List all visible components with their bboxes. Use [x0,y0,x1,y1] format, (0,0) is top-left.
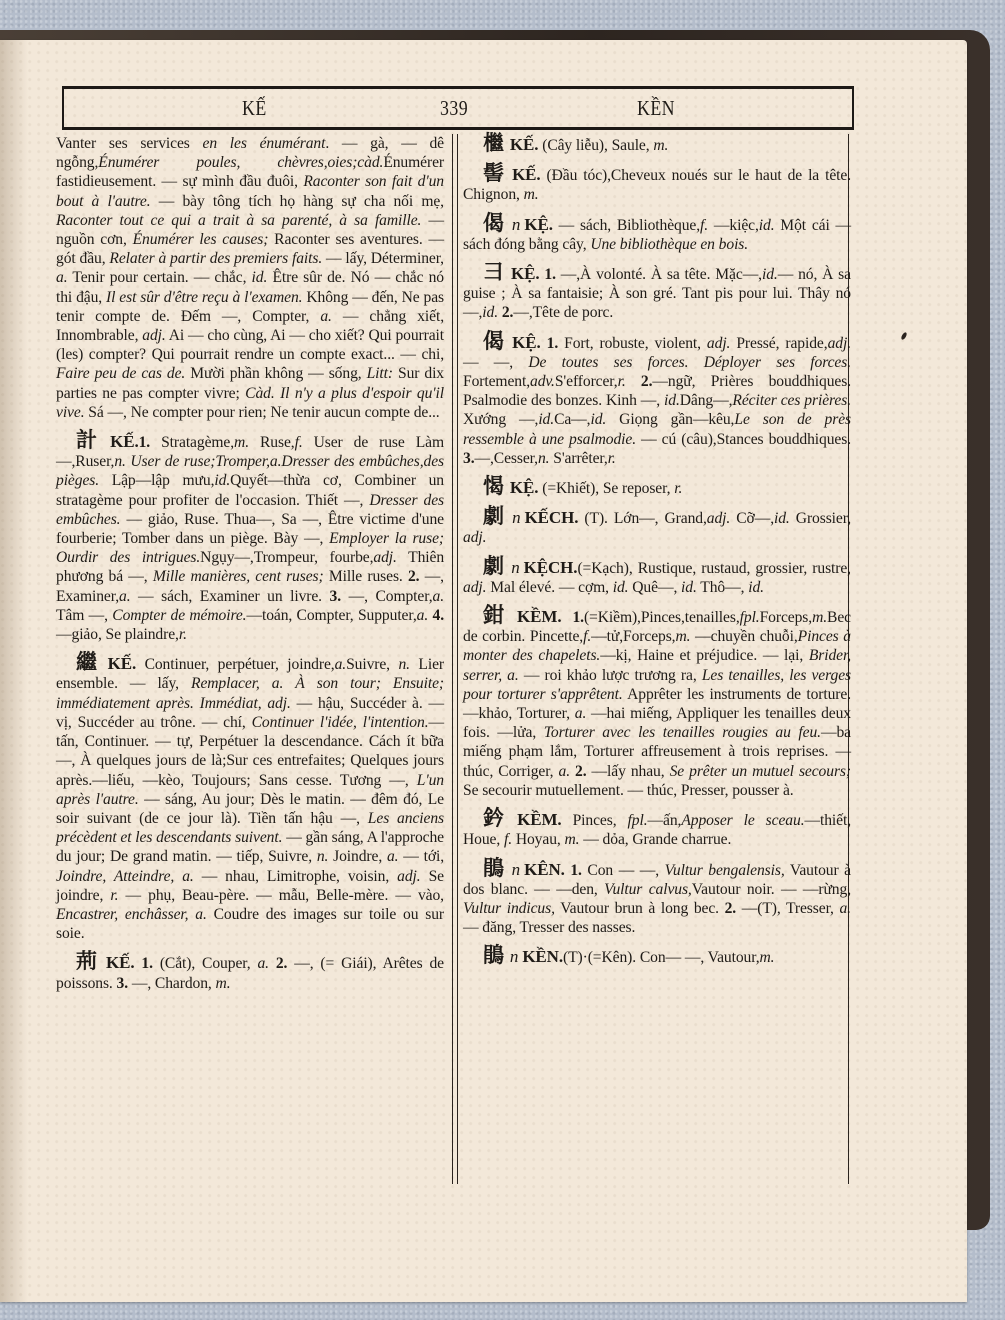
sense-number: 1. [138,434,151,452]
definition-text: Thô—, [696,578,749,596]
italic-gloss: a. [558,762,570,780]
italic-gloss: Mille manières, cent ruses; [152,568,324,586]
italic-gloss: n. [398,656,410,674]
italic-gloss: m. [523,186,539,204]
definition-text: — sách, Examiner un livre. [130,587,330,605]
definition-text: (Cắt), Couper, [152,955,258,973]
definition-text: Lập—lập mưu, [99,472,215,490]
definition-text: Giọng gần—kêu, [606,411,735,429]
definition-text: . — gà, — dê ngỗng, [56,135,444,172]
chinese-character: 偈 [483,210,506,235]
definition-text: —giảo, Se plaindre, [56,626,179,644]
italic-gloss: Raconter son fait d'un bout à l'autre. [56,173,444,210]
headword: KẾ. [106,953,135,973]
definition-text: Sá —, Ne compter pour rien; Ne tenir aucun compte de... [84,403,440,421]
italic-gloss: Raconter tout ce qui a trait à sa parenté, à sa famille. [56,211,422,229]
headword: KỆCH. [523,557,578,577]
definition-text: —tấn, Continuer. — tự, Perpétuer la descendance. Cách ít bữa —, À quelques jours de là;Sur ces entrefaites; Quelques jours après.—liếu, —kèo, Toujours; Sans cesse. Tương —, [56,713,444,789]
italic-gloss: m. [234,434,250,452]
italic-gloss: Encastrer, enchâsser, a. [56,905,207,923]
italic-gloss: Apposer le sceau. [681,812,805,830]
chinese-character: 檵 [483,131,504,155]
entry-body [463,210,851,254]
definition-text: Con — —, [581,861,665,879]
italic-gloss: adj. [397,867,421,885]
nom-marker: n [509,947,519,967]
entry-body [463,161,851,204]
italic-gloss: f. [583,628,592,646]
italic-gloss: id. [590,411,607,429]
italic-gloss: n. User de ruse;Tromper,a.Dresser des embûches,des pièges. [56,453,444,490]
italic-gloss: id. [612,578,629,596]
entry-body [463,603,852,800]
nom-marker: n [511,859,521,879]
definition-text: Quyết—thừa cơ, Combiner un stratagème pour profiter de l'occasion. Thiết —, [56,472,444,509]
column-divider [452,134,458,1184]
definition-text: — giảo, Ruse. Thua—, Sa —, Être victime d'une fourberie; Tomber dans un piège. Bày —, [56,510,444,548]
italic-gloss: adj. [706,510,731,528]
definition-text: Lier ensemble. — lấy, [56,656,444,693]
definition-text: Stratagème, [150,434,235,452]
headword: KẾCH. [524,508,579,528]
italic-gloss: n. [316,848,329,866]
italic-gloss: a. [119,587,131,605]
headword: KẾ. [509,135,539,154]
definition-text [626,373,641,390]
definition-text: (Đầu tóc),Cheveux noués sur le haut de la tête. Chignon, [463,167,851,204]
definition-text: Énumérer fastidieusement. — sự mình đầu đuôi, [56,154,444,191]
definition-text: Se joindre, [56,867,444,904]
definition-text: Ca—, [554,411,591,429]
definition-text: —,Cesser, [474,449,538,467]
italic-gloss: id. [758,216,775,234]
italic-gloss: r. [178,626,187,644]
italic-gloss: Dresser des embûches. [56,491,444,528]
sense-number: 2. [501,304,514,322]
right-entries [463,131,852,968]
definition-text: —tử,Forceps, [591,628,676,646]
entry-body [56,428,445,644]
entry-body [56,949,444,992]
italic-gloss: r. [110,886,119,904]
italic-gloss: Vultur calvus, [604,880,692,898]
italic-gloss: Vultur indicus, [463,899,555,917]
italic-gloss: Faire peu de cas de. [56,365,186,383]
sense-number: 2. [640,373,653,391]
definition-text: —kị, Haine et préjudice. — lại, [600,647,809,665]
chinese-character: 鵑 [483,943,504,968]
italic-gloss: m. [812,609,828,627]
sense-number: 2. [275,955,288,973]
italic-gloss: Brider, serrer, a. [463,647,851,684]
italic-gloss: adv. [530,373,555,391]
sense-number: 2. [575,762,587,780]
definition-text: S'arrêter, [549,449,608,467]
definition-text: — —, [463,353,529,371]
italic-gloss: id. [251,269,268,287]
sense-number: 1. [570,861,582,879]
italic-gloss: Pinces à monter des chapelets. [463,628,851,665]
italic-gloss: adj. [827,334,851,352]
italic-gloss: m. [675,628,691,646]
italic-gloss: Remplacer, a. À son tour; Ensuite; immédiatement après. Immédiat, adj. [56,675,445,712]
definition-text: Thiên phương bá —, [56,549,445,586]
italic-gloss: Relater à partir des premiers faits. [109,250,323,268]
dictionary-entry [463,603,852,800]
definition-text: — sáng, Au jour; Dès le matin. — đêm đó, Le soir suivant (de ce jour là). Tiền tấn hậu —, [56,790,444,827]
chinese-character: 愒 [483,474,504,499]
definition-text: —toán, Compter, Supputer, [246,606,417,624]
definition-text: —, Examiner, [56,568,444,605]
italic-gloss: Énumérer les causes; [132,231,269,249]
headword: KỆ. [512,332,541,352]
italic-gloss: a. [334,656,347,674]
definition-text: Quê—, [628,578,682,596]
definition-text: Fortement, [463,373,530,391]
italic-gloss: Joindre, Atteindre, a. [56,867,194,885]
definition-text: Raconter ses aventures. — gót đầu, [56,231,445,268]
right-column [463,131,852,977]
italic-gloss: m. [759,949,775,967]
italic-gloss: Réciter ces prières. [732,392,851,410]
italic-gloss: id. [538,411,555,429]
italic-gloss: fpl. [739,609,760,627]
chinese-character: 鵑 [483,855,506,880]
chinese-character: 彐 [483,260,505,285]
definition-text: S'efforcer, [554,373,618,391]
chinese-character: 髻 [483,161,507,186]
chinese-character: 偈 [483,328,507,353]
nom-marker: n [511,557,520,577]
italic-gloss: a. [257,955,269,973]
definition-text: Fort, robuste, violent, [558,334,707,352]
italic-gloss: adj. [373,549,397,567]
definition-text: Vautour à dos blanc. — —den, [463,861,851,898]
definition-text: Coudre des images sur toile ou sur soie. [56,905,445,943]
definition-text: —thiết, Houe, [463,812,852,849]
italic-gloss: id. [748,578,764,596]
dictionary-entry [463,210,851,254]
definition-text: — lấy, Déterminer, [322,250,444,268]
definition-text: (T)·(=Kên). Con— —, Vautour, [563,949,760,967]
right-guideword: KỀN [637,96,675,120]
italic-gloss: n. [537,449,550,467]
definition-text: Tenir pour certain. — chắc, [67,269,252,287]
italic-gloss: Il est sûr d'être reçu à l'examen. [106,288,303,306]
definition-text: (=Kiềm),Pinces,tenailles, [583,609,740,627]
entry-body [463,131,851,155]
italic-gloss: Le son de près ressemble à une psalmodie. [463,411,852,448]
definition-text: (=Kạch), Rustique, rustaud, grossier, rustre, [577,559,851,577]
left-guideword: KẾ [242,96,267,120]
italic-gloss: De toutes ses forces. Déployer ses forces. [528,353,851,371]
running-header [62,86,854,130]
definition-text: —ấn, [647,812,682,830]
definition-text: Ai — cho cùng, Ai — cho xiết? Qui pourrait (les) compter? Qui pourrait rendre un compte exact... — chi, [56,327,445,364]
definition-text: Xướng —, [463,411,539,429]
definition-text: —ngữ, Prières bouddhiques. Psalmodie des bonzes. Kinh —, [463,373,851,410]
definition-text: — chẳng xiết, Innombrable, [56,307,444,345]
definition-text: Vautour noir. — —rừng, [691,880,852,898]
entry-body [463,943,851,968]
italic-gloss: r. [617,373,626,391]
italic-gloss: r. [607,449,616,467]
sense-number: 3. [463,449,475,467]
italic-gloss: a. [416,606,429,624]
dictionary-entry [56,949,444,992]
headword: KỆ. [524,214,553,234]
italic-gloss: Une bibliothèque en bois. [590,235,749,253]
definition-text: Vautour brun à long bec. [554,899,725,917]
sense-number: 1. [141,955,153,973]
ink-speck [900,332,907,341]
nom-marker: n [511,214,521,234]
headword: KỀM. [517,810,562,830]
italic-gloss: fpl. [627,812,648,830]
sense-number: 2. [407,568,420,586]
definition-text: Vanter ses services [56,135,203,152]
definition-text: Pinces, [561,812,628,830]
definition-text: Ngụy—,Trompeur, fourbe, [200,549,374,567]
italic-gloss: f. [700,216,709,234]
definition-text: Continuer, perpétuer, joindre, [136,656,335,674]
italic-gloss: id. [761,266,778,284]
sense-number: 3. [116,974,129,992]
definition-text: — nhau, Limitrophe, voisin, [193,867,398,885]
italic-gloss: Vultur bengalensis, [664,861,785,879]
definition-text: —hai miếng, Appliquer les tenailles deux fois. —lửa, [463,705,851,742]
italic-gloss: Employer la ruse; Ourdir des intrigues. [56,530,444,567]
definition-text: Mille ruses. [323,568,408,586]
definition-text: —lấy nhau, [586,762,670,780]
definition-text: —,Tête de porc. [513,304,614,322]
chinese-character: 鈐 [483,806,512,831]
definition-text: — nó, À sa guise ; À sa fantaisie; À son gré. Tant pis pour lui. Thây nó—, [463,266,851,322]
entry-body [463,328,852,468]
italic-gloss: f. [503,831,513,849]
italic-gloss: a. [574,705,587,723]
definition-text: Tâm —, [56,606,113,624]
italic-gloss: m. [564,831,580,849]
dictionary-entry [56,650,445,943]
definition-text: Cỡ—, [730,510,774,528]
chinese-character: 劇 [483,553,506,578]
italic-gloss: Continuer l'idée, l'intention. [251,713,429,731]
italic-gloss: adj. [463,578,487,596]
definition-text: —chuyền chuỗi, [690,628,798,646]
italic-gloss: id. [214,472,231,490]
chinese-character: 荊 [76,949,100,974]
dictionary-entry [463,161,851,204]
definition-text: (Cây liễu), Saule, [538,137,654,154]
entry-body [463,855,852,938]
definition-text: Forceps, [759,609,813,627]
entry-body [463,806,852,849]
italic-gloss: Les tenailles, les verges pour torturer s'apprêtent. [463,666,851,703]
definition-text: —, Chardon, [128,974,216,992]
definition-text [269,955,276,972]
definition-text: Dâng—, [679,392,733,410]
headword: KỀN. [522,947,564,967]
headword: KÊN. [524,859,565,879]
definition-text: — sách, Bibliothèque, [552,216,701,234]
chinese-character: 劇 [483,504,507,529]
definition-text: —, Compter, [341,587,433,605]
entry-body [463,260,851,323]
italic-gloss: L'un après l'autre. [56,771,444,808]
italic-gloss: a. [386,848,399,866]
dictionary-entry [463,131,851,155]
definition-text: —, (= Giái), Arêtes de poissons. [56,955,444,992]
definition-text: Se secourir mutuellement. — thúc, Presser, pousser à. [463,781,794,799]
dictionary-entry [463,504,851,547]
dictionary-entry [463,806,852,849]
dictionary-entry [463,328,852,468]
dictionary-entry [463,855,852,938]
sense-number: 1. [544,266,556,284]
definition-text: User de ruse Làm—,Ruser, [56,434,444,471]
italic-gloss: Càd. Il n'y a plus d'espoir qu'il vive. [56,384,444,421]
definition-text: — đăng, Tresser des nasses. [463,919,636,937]
definition-text: —kiệc, [708,216,759,234]
italic-gloss: Se prêter un mutuel secours; [669,762,851,780]
dictionary-entry [463,474,851,499]
definition-text: Hoyau, [512,831,565,849]
dictionary-entry [463,553,851,597]
definition-text: Grossier, [789,510,851,528]
italic-gloss: a. [56,269,68,287]
italic-gloss: id. [664,392,680,410]
definition-text: — nguồn cơn, [56,211,444,249]
chinese-character: 繼 [76,650,102,675]
definition-text: —ba miếng phạm lắm, Torturer affreusement à trois reprises. — thúc, Corriger, [463,724,851,780]
headword: KẾ. [110,432,139,452]
definition-text: —(T), Tresser, [736,899,840,917]
entry-body [463,504,851,547]
definition-text: Mal élevé. — cợm, [486,578,613,596]
definition-text: (T). Lớn—, Grand, [578,510,707,528]
italic-gloss: m. [215,974,231,992]
entry-body [56,134,444,422]
italic-gloss: m. [653,137,669,154]
definition-text: — dỏa, Grande charrue. [579,831,732,849]
definition-text: Ruse, [249,434,295,452]
definition-text: Không — đến, Ne pas tenir compte de. Đếm —, Compter, [56,288,444,325]
sense-number: 3. [329,587,342,605]
italic-gloss: id. [482,304,499,322]
continued-entry [56,134,444,422]
definition-text: Một cái —sách đóng bằng cây, [463,216,851,253]
left-entries [56,428,445,993]
definition-text: Bec de corbin. Pincette, [463,609,851,646]
definition-text: Être sûr de. Nó — chắc nó thi đậu, [56,269,444,306]
italic-gloss: Les anciens précèdent et les descendants suivent. [56,809,444,847]
italic-gloss: f. [294,434,303,452]
nom-marker: n [512,508,521,528]
italic-gloss: adj. [706,334,731,352]
italic-gloss: r. [674,480,683,498]
headword: KỆ. [510,264,540,284]
italic-gloss: a. [432,587,444,605]
italic-gloss: a. [839,899,851,917]
dictionary-entry [463,260,851,323]
italic-gloss: adj. [142,327,166,345]
italic-gloss: id. [681,578,697,596]
italic-gloss: Énumérer poules, chèvres,oies;càd. [98,154,384,172]
italic-gloss: Compter de mémoire. [112,606,247,624]
entry-body [56,650,445,943]
italic-gloss: adj. [463,529,487,547]
definition-text: — bày tông tích họ hàng sự cha nối mẹ, [150,192,444,210]
chinese-character: 鉗 [483,603,512,628]
definition-text: Sur dix parties ne pas compter vivre; [56,365,445,402]
definition-text: — roi khảo lược trương ra, [518,666,702,684]
headword: KẾ. [107,654,137,674]
headword: KỀM. [517,607,562,627]
sense-number: 1. [546,334,559,352]
italic-gloss: a. [320,307,332,325]
entry-body [463,553,851,597]
definition-text: Mười phần không — sống, [185,365,367,383]
definition-text: Suivre, [346,656,399,674]
definition-text: Joindre, [328,848,387,866]
definition-text: Pressé, rapide, [730,334,828,352]
definition-text: — cú (câu),Stances bouddhiques. [636,430,851,448]
page-number: 339 [440,96,469,120]
left-column [56,134,444,1002]
definition-text: — gần sáng, A l'approche du jour; De grand matin. — tiếp, Suivre, [56,829,444,866]
headword: KẾ. [512,165,541,185]
sense-number: 2. [724,899,737,917]
dictionary-entry [463,943,851,968]
italic-gloss: id. [774,510,790,528]
italic-gloss: Litt: [366,365,393,383]
chinese-character: 計 [76,428,105,453]
definition-text: Apprêter les instruments de torture. —khảo, Torturer, [463,685,852,723]
sense-number: 4. [432,606,444,624]
italic-gloss: en les énumérant [202,135,326,152]
sense-number: 1. [572,609,584,627]
headword: KỆ. [509,478,539,498]
definition-text: — tới, [398,848,444,866]
definition-text [562,609,573,626]
dictionary-entry [56,428,445,644]
definition-text: — hậu, Succéder à. — vị, Succéder au trône. — chí, [56,694,444,731]
definition-text: — phụ, Beau-père. — mẫu, Belle-mère. — vào, [118,886,444,904]
italic-gloss: Torturer avec les tenailles rougies au feu. [543,724,821,742]
entry-body [463,474,851,499]
definition-text: —,À volonté. À sa tête. Mặc—, [555,266,762,284]
definition-text: (=Khiết), Se reposer, [538,480,675,498]
